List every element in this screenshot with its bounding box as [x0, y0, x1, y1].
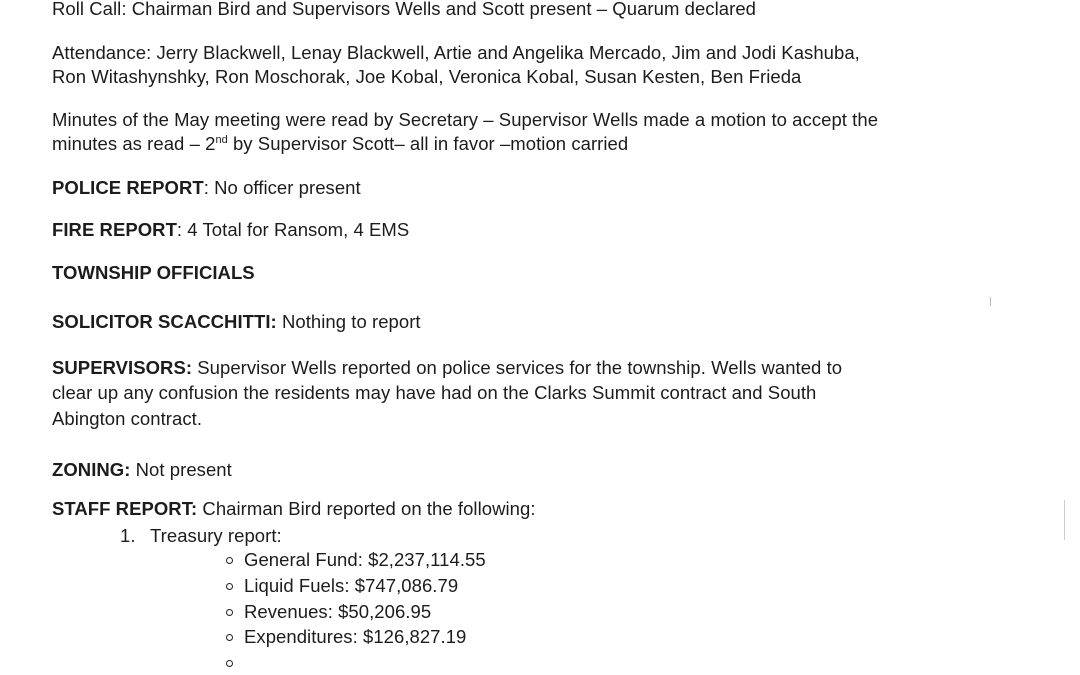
attendance-line-1: Attendance: Jerry Blackwell, Lenay Blackwell, Artie and Angelika Mercado, Jim and Jodi Kashuba,	[52, 42, 860, 63]
ordinal-suffix: nd	[215, 133, 228, 146]
treasury-general-fund: General Fund: $2,237,114.55	[244, 549, 486, 570]
bullet-icon	[226, 660, 233, 667]
scan-mark	[1064, 500, 1065, 540]
bullet-icon	[226, 557, 233, 564]
minutes-line-1: Minutes of the May meeting were read by Secretary – Supervisor Wells made a motion to accept the	[52, 109, 879, 130]
solicitor-text: Nothing to report	[276, 311, 421, 332]
bullet-icon	[226, 583, 233, 590]
solicitor-heading: SOLICITOR SCACCHITTI:	[52, 311, 277, 332]
zoning-heading: ZONING:	[52, 459, 131, 480]
fire-report-text: : 4 Total for Ransom, 4 EMS	[176, 219, 410, 240]
supervisors-line-1	[52, 356, 842, 380]
bullet-icon	[226, 634, 233, 641]
treasury-expenditures: Expenditures: $126,827.19	[244, 626, 467, 647]
fire-report-line	[52, 218, 409, 242]
minutes-text-b: by Supervisor Scott– all in favor –motion carried	[227, 133, 629, 154]
township-officials-heading: TOWNSHIP OFFICIALS	[52, 262, 255, 283]
police-report-heading: POLICE REPORT	[52, 177, 204, 198]
treasury-liquid-fuels: Liquid Fuels: $747,086.79	[244, 575, 459, 596]
zoning-line	[52, 458, 232, 482]
staff-report-heading: STAFF REPORT:	[52, 498, 198, 519]
scan-mark	[990, 297, 991, 306]
police-report-text: : No officer present	[203, 177, 361, 198]
minutes-line-2	[52, 132, 628, 156]
solicitor-line	[52, 310, 421, 334]
zoning-text: Not present	[130, 459, 232, 480]
roll-call-line: Roll Call: Chairman Bird and Supervisors Wells and Scott present – Quarum declared	[52, 0, 756, 19]
treasury-item-label: Treasury report:	[150, 525, 282, 546]
police-report-line	[52, 176, 361, 200]
treasury-revenues: Revenues: $50,206.95	[244, 601, 432, 622]
supervisors-line-2: clear up any confusion the residents may have had on the Clarks Summit contract and South	[52, 382, 817, 403]
treasury-item-number: 1.	[120, 525, 136, 546]
fire-report-heading: FIRE REPORT	[52, 219, 177, 240]
staff-report-text: Chairman Bird reported on the following:	[197, 498, 536, 519]
supervisors-heading: SUPERVISORS:	[52, 357, 193, 378]
staff-report-line	[52, 497, 536, 521]
attendance-line-2: Ron Witashynshky, Ron Moschorak, Joe Kobal, Veronica Kobal, Susan Kesten, Ben Frieda	[52, 66, 802, 87]
supervisors-text-1: Supervisor Wells reported on police services for the township. Wells wanted to	[192, 357, 843, 378]
supervisors-line-3: Abington contract.	[52, 408, 203, 429]
bullet-icon	[226, 609, 233, 616]
minutes-text-a: minutes as read – 2	[52, 133, 216, 154]
